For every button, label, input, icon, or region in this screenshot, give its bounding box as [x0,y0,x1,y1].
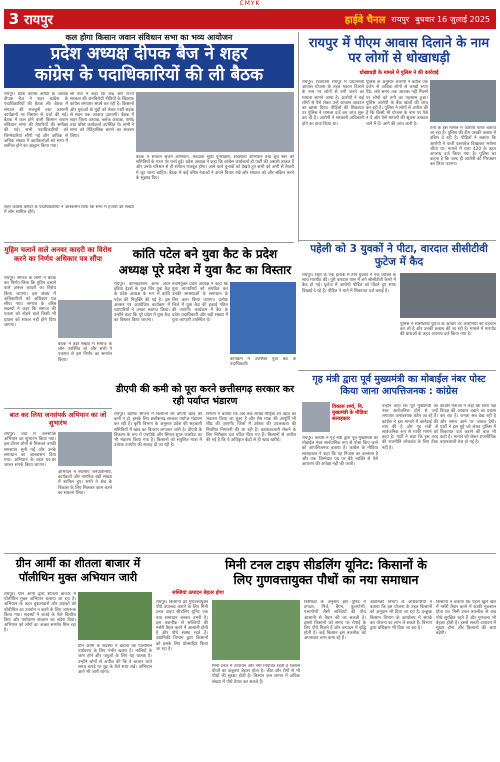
pm-awas-body-col2: पुलिस के अनुसार आरोपी ने करीब एक दर्जन से अधिक लोगों से लाखों रुपए ऐंठे। लंबे समय तक आवास नहीं मिलने पर लोगों को ठगी का एहसास हुआ। पुलिस आरोपी के बैंक खातों की जांच कर रही है। पुलिस ने लोगों से अपील की है कि किसी भी योजना के नाम पर पैसे न दें और ऐसे मामलों की सूचना तत्काल थाने में दें। आगे की जांच जारी है। [366,80,428,127]
seedling-photo [212,600,300,660]
left-story1-photo [58,300,112,338]
main-story-body-col1: रायपुर। प्रदेश कांग्रेस कमेटी के अध्यक्ष दीपक बैज ने शहर कांग्रेस के पदाधिकारियों की बैठक ली। बैठक में संगठन की मजबूती तथा आगामी कार्यक्रमों पर विस्तार से चर्चा की गई। बैठक में कल होने वाली किसान जवान संविधान सभा की तैयारियों की समीक्षा की गई। सभी पदाधिकारियों को जिम्मेदारियां सौंपी गई और अधिक से अधिक संख्या में कार्यकर्ताओं को सभा में शामिल होने का आह्वान किया गया। [4,92,68,150]
seedling-body-col1: रायपुर। किसानों को गुणवत्तायुक्त पौधे उपलब्ध कराने के लिए मिनी टनल टाइप सीडलिंग यूनिट एक नया समाधान बनकर उभरी है। इस तकनीक से सब्जियों की नर्सरी तैयार करने में आसानी होती है और पौधे स्वस्थ रहते हैं। उद्यानिकी विभाग द्वारा किसानों को इसके लिए प्रोत्साहित किया जा रहा है। [156,600,208,652]
masthead-bar [4,9,496,29]
section-divider [298,370,496,371]
column-divider [298,32,299,242]
page-number: 3 [8,10,20,28]
seedling-body-col3: विशेषज्ञों के अनुसार इस यूनिट में टमाटर, मिर्च, बैंगन, फूलगोभी, पत्तागोभी जैसी सब्जियों की पौध आसानी से तैयार की जा सकती है। इससे किसानों को समय पर रोपाई के लिए पौधे मिलते हैं और उत्पादन में वृद्धि होती है। कई किसान इस तकनीक को अपनाकर लाभ कमा रहे हैं। [304,600,366,642]
left-story1-headline: मुहिम चलाने वाले अनवर कादरी का विरोध करने का निर्णय अधिकार पत्र सौंपा [4,246,112,263]
dap-body-col2: विभाग ने बताया कि अब तक लाखों मीट्रिक टन खाद का भंडारण किया जा चुका है और शेष मात्रा की आपूर्ति भी शीघ्र की जाएगी। जिलों में उर्वरक की उपलब्धता की नियमित निगरानी की जा रही है। कालाबाजारी रोकने के लिए निरीक्षण दल गठित किए गए हैं। किसानों से अपील की गई है कि वे अधिकृत केंद्रों से ही खाद खरीदें। [206,412,296,444]
assault-body-col2: पुलिस ने सीसीटीवी फुटेज के आधार पर आरोपियों की पहचान कर ली है और उनकी तलाश की जा रही है। मामले में मारपीट की धाराओं के तहत अपराध दर्ज किया गया है। [400,322,496,338]
spokesperson-photo [302,402,330,432]
left-story2-photo [58,432,112,466]
green-army-body-col1: रायपुर। ग्रीन आर्मी द्वारा शीतला बाजार में पॉलीथिन मुक्त अभियान चलाया जा रहा है। अभियान के तहत दुकानदारों और ग्राहकों को पॉलीथिन का उपयोग न करने के लिए जागरूक किया गया। सदस्यों ने कपड़े के थैले वितरित किए और पर्यावरण संरक्षण का संदेश दिया। अभियान को लोगों का अच्छा समर्थन मिल रहा है। [4,592,76,634]
main-story-photo [136,92,294,152]
youth-headline-line1: कांति पटेल बने युवा कैट के प्रदेश [132,247,278,261]
section-divider [4,408,112,409]
youth-cait-body-col1: रायपुर। कॉन्फेडरेशन ऑफ ऑल इंडिया ट्रेडर्स के युवा विंग युवा कैट के प्रदेश अध्यक्ष के रूप में कांति पटेल की नियुक्ति की गई है। इस अवसर पर आयोजित कार्यक्रम में व्यापारियों ने उनका स्वागत किया। उन्होंने कहा कि पूरे प्रदेश में युवा कैट का विस्तार किया जाएगा। [114,282,170,324]
main-headline-line1: प्रदेश अध्यक्ष दीपक बैज ने शहर [50,44,248,64]
left-story2-body2: अभियान में स्थानीय जनप्रतिनिधि, कार्यकर्ता और नागरिक बड़ी संख्या में शामिल हुए। सभी ने क्षेत्र के विकास के लिए मिलकर काम करने का संकल्प लिया। [58,470,112,496]
congress-body-col1: रायपुर। कांग्रेस ने गृह मंत्री द्वारा पूर्व मुख्यमंत्री का मोबाईल नंबर सार्वजनिक रूप से पोस्ट किए जाने को आपत्तिजनक बताया है। कांग्रेस के मीडिया सलाहकार ने कहा कि यह निजता का उल्लंघन है और एक जिम्मेदार पद पर बैठे व्यक्ति से ऐसे आचरण की अपेक्षा नहीं की जाती। [302,436,378,468]
left-story2-body: रायपुर। वार्ड में जनसंपर्क अभियान का शुभारंभ किया गया। इस दौरान लोगों से मिलकर उनकी समस्याएं सुनी गईं और उनके समाधान का आश्वासन दिया गया। अभियान के तहत घर-घर जाकर संपर्क किया जाएगा। [4,432,56,469]
left-story2-headline: बात कर लिया जनसंपर्क अभियान का जो शुभारंभ [9,411,107,427]
pm-awas-body-col1: रायपुर। राजधानी रायपुर में प्रधानमंत्री आवास योजना के तहत मकान दिलाने के नाम पर लोगों से ठगी करने का मामला सामने आया है। आरोपी ने कई लोगों से पैसे लेकर उन्हें आवास आवंटन का झांसा दिया। पीड़ितों की शिकायत पर पुलिस ने मामला दर्ज कर जांच शुरू कर दी है। आरोपी ने सरकारी अधिकारी होने का दावा किया था। [302,80,364,127]
main-story-body-col2: श्री बैज ने कहा कि केंद्र और राज्य सरकार की जनविरोधी नीतियों के खिलाफ कांग्रेस लगातार संघर्ष कर रही है। किसानों और युवाओं के मुद्दों को लेकर पार्टी सड़क से सदन तक आवाज उठाएगी। बैठक में शहर जिला अध्यक्ष, ब्लॉक अध्यक्ष, पार्षद तथा वरिष्ठ कार्यकर्ता उपस्थित थे। सभी ने सभा को ऐतिहासिक बनाने का संकल्प लिया। [70,92,134,139]
seedling-headline-line1: मिनी टनल टाइप सीडलिंग यूनिट: किसानों के [225,557,427,572]
seedling-body-col2: मिनी टनल में तापमान और नमी नियंत्रित रहती है जिससे बीजों का अंकुरण बेहतर होता है। कीट और रोगों से भी पौधों की सुरक्षा होती है। किसान कम लागत में अधिक संख्या में पौधे तैयार कर सकते हैं। [212,664,300,685]
dap-body-col1: रायपुर। खरीफ सीजन में किसानों को डीएपी खाद की कमी न हो, इसके लिए छत्तीसगढ़ सरकार पर्याप्त भंडारण कर रही है। कृषि विभाग के अनुसार प्रदेश की सहकारी समितियों में खाद का वितरण लगातार जारी है। डीएपी के विकल्प के रूप में एनपीके और सिंगल सुपर फास्फेट का भी भंडारण किया गया है। किसानों को संतुलित मात्रा में उर्वरक उपयोग की सलाह दी जा रही है। [114,412,202,449]
assault-body-col1: रायपुर। शहर के एक इलाके में तीन युवकों ने एक व्यक्ति के साथ मारपीट की। पूरी वारदात पास में लगे सीसीटीवी कैमरे में कैद हो गई। फुटेज में आरोपी पीड़ित को पीटते हुए साफ दिखाई दे रहे हैं। पीड़ित ने थाने में शिकायत दर्ज कराई है। [302,273,396,294]
seedling-body-col4: उद्यानिकी विभाग के अधिकारियों ने बताया कि इस योजना के तहत किसानों को अनुदान भी दिया जा रहा है। इच्छुक किसान विभाग के कार्यालय में संपर्क कर योजना का लाभ ले सकते हैं। विभाग द्वारा प्रशिक्षण भी दिया जा रहा है। [370,600,432,632]
main-story-body-col1b: शहर कांग्रेस कमेटी के पदाधिकारियों ने आश्वासन दिया कि सभा में हजारों की संख्या में लोग शामिल होंगे। [4,205,134,216]
assault-headline: पहेली को 3 युवकों ने पीटा, वारदात सीसीटीवी फुटेज में कैद [310,243,488,268]
congress-headline: गृह मंत्री द्वारा पूर्व मुख्यमंत्री का मोबाईल नंबर पोस्ट किया जाना आपत्तिजनक : कांग्रेस [312,374,486,397]
pm-awas-body-col3: ठगी के इस मामले में आरोपी फरार बताया जा रहा है। पुलिस की टीम उसकी तलाश में दबिश दे रही है। पीड़ितों ने बताया कि आरोपी ने फर्जी दस्तावेज दिखाकर भरोसा जीता था। मामले में धारा 420 के तहत अपराध दर्ज किया गया है। पुलिस का कहना है कि जल्द ही आरोपी को गिरफ्तार कर लिया जाएगा। [430,126,496,168]
color-registration-mark: CMYK [239,0,261,7]
section-divider [4,553,496,554]
green-army-photo [78,592,152,640]
section-divider [298,240,496,241]
green-army-headline: ग्रीन आर्मी का शीतला बाजार में पॉलीथिन मुक्त अभियान जारी [15,557,141,584]
main-story-kicker: कल होगा किसान जवान संविधान सभा का भव्य आयोजन [65,33,233,42]
congress-byline: विकास शर्मा, नि. मुख्यमंत्री के मीडिया सलाहकार [332,404,368,422]
seedling-headline-line2: लिए गुणवत्तायुक्त पौधों का नया समाधान [233,572,419,587]
youth-headline-line2: अध्यक्ष पूरे प्रदेश में युवा कैट का विस्तार [118,263,292,277]
main-story-body-col3: बैठक में संगठन सृजन अभियान, मतदाता सूची पुनरीक्षण, सदस्यता अभियान तथा बूथ स्तर की समितियों के गठन पर चर्चा हुई। प्रदेश अध्यक्ष ने कहा कि कांग्रेस कार्यकर्ता ही पार्टी की असली ताकत हैं और उनके परिश्रम से ही संगठन मजबूत होगा। आने वाले चुनावों को देखते हुए सभी को अभी से तैयारी में जुट जाना चाहिए। बैठक में कई वरिष्ठ नेताओं ने अपने विचार रखे और संगठन को और सक्रिय करने के सुझाव दिए। [136,155,294,181]
section-divider [4,242,294,243]
pm-awas-subhead: धोखाधड़ी के मामले में पुलिस ने की कार्रवाई [359,70,439,76]
newspaper-brand: हाईवे चैनल [344,15,386,26]
congress-body-col3: कांग्रेस नेताओं ने कहा कि सत्ता पक्ष विपक्ष की आवाज दबाने का प्रयास कर रहा है। जनता सब देख रही है और समय आने पर जवाब देगी। पार्टी ने इस मुद्दे को लेकर पुलिस में शिकायत दर्ज कराने की बात भी कही है। मामले को लेकर राजनीतिक बयानबाजी तेज हो गई है। [440,404,496,446]
section-city: रायपुर [24,13,53,28]
main-headline-line2: कांग्रेस के पदाधिकारियों की ली बैठक [34,65,264,85]
youth-cait-headline [114,246,296,278]
seedling-headline [156,557,496,587]
youth-cait-caption: कार्यक्रम में उपस्थित युवा कैट के पदाधिकारी। [230,357,296,368]
youth-cait-photo [230,282,296,354]
dap-headline: डीएपी की कमी को पूरा करने छत्तीसगढ़ सरकार कर रही पर्याप्त भंडारण [115,384,295,407]
edition-city: रायपुर [391,14,410,24]
edition-date: बुधवार 16 जुलाई 2025 [415,14,490,24]
cctv-footage-photo [400,273,496,318]
congress-body-col2: उन्होंने कहा कि पूर्व मुख्यमंत्री का नंबर सार्वजनिक होने से उन्हें लगातार अनावश्यक कॉल आ रहे हैं। कांग्रेस ने इस मामले में कार्रवाई की मांग की है और गृह मंत्री से सार्वजनिक रूप से माफी मांगने को कहा है। पार्टी ने कहा कि इस तरह की राजनीति लोकतंत्र के लिए ठीक नहीं है। [382,404,438,451]
seedling-subhead: सब्जियां उत्पादन बेहतर होगा [172,590,224,596]
green-army-body-col2: ग्रीन आर्मी के सदस्यों ने बताया कि पॉलीथिन पर्यावरण के लिए गंभीर खतरा है। नालियों के जाम होने और पशुओं के लिए यह घातक है। उन्होंने लोगों से अपील की कि वे बाजार जाते समय कपड़े या जूट के थैले साथ रखें। अभियान आगे भी जारी रहेगा। [78,644,152,676]
main-story-headline [4,44,294,88]
seedling-body-col5: किसानों ने बताया कि पहले खुले खेत में नर्सरी तैयार करने में काफी नुकसान होता था। मिनी टनल तकनीक से अब पौधे सुरक्षित रहते हैं और गुणवत्ता भी बेहतर होती है। इससे सब्जी उत्पादन में सुधार होगा और किसानों की आय बढ़ेगी। [436,600,496,637]
left-story1-body2: बैठक में बड़ी संख्या में समाज के लोग उपस्थित रहे और सभी ने एकमत से इस निर्णय का समर्थन किया। [58,342,112,363]
youth-cait-body-col2: नवनियुक्त प्रदेश अध्यक्ष ने कहा कि युवा व्यापारियों को संगठित कर उनकी समस्याओं के समाधान के लिए काम किया जाएगा। प्रत्येक जिले में युवा कैट की इकाई गठित की जाएगी। कार्यक्रम में कैट के प्रदेश पदाधिकारी और बड़ी संख्या में युवा व्यापारी उपस्थित थे। [172,282,228,324]
pm-awas-headline: रायपुर में पीएम आवास दिलाने के नाम पर लोगों से धोखाधड़ी [308,36,490,66]
fraud-illustration [430,80,496,122]
left-story1-body: रायपुर। समाज के लोगों ने बैठक कर निर्णय लिया कि मुहिम चलाने वाले अनवर कादरी का विरोध किया जाएगा। इस संबंध में अधिकारियों को अधिकार पत्र सौंपा गया। समाज के वरिष्ठ सदस्यों ने कहा कि समाज की एकता को तोड़ने वाले किसी भी प्रयास को सफल नहीं होने दिया जाएगा। [4,276,56,328]
